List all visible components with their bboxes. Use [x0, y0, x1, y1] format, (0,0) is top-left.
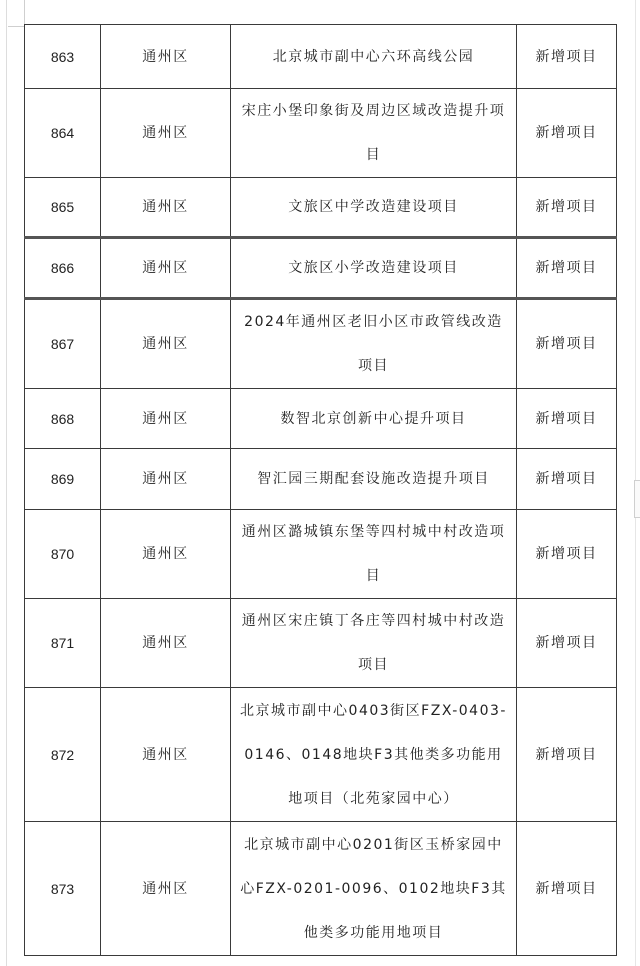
row-type: 新增项目: [517, 510, 617, 599]
row-type: 新增项目: [517, 89, 617, 178]
table-row: [25, 510, 617, 599]
row-number: 864: [25, 89, 101, 178]
row-type: 新增项目: [517, 449, 617, 510]
row-type: 新增项目: [517, 688, 617, 822]
table-row: [25, 25, 617, 89]
row-district: 通州区: [101, 299, 231, 389]
row-type: 新增项目: [517, 389, 617, 449]
row-project: 数智北京创新中心提升项目: [231, 389, 517, 449]
row-district: 通州区: [101, 25, 231, 89]
row-project: 文旅区小学改造建设项目: [231, 238, 517, 299]
project-table: [24, 24, 617, 956]
row-number: 866: [25, 238, 101, 299]
row-type: 新增项目: [517, 25, 617, 89]
table-row: [25, 178, 617, 238]
row-number: 872: [25, 688, 101, 822]
row-district: 通州区: [101, 89, 231, 178]
table-row: [25, 299, 617, 389]
table-row: [25, 89, 617, 178]
row-type: 新增项目: [517, 178, 617, 238]
row-number: 867: [25, 299, 101, 389]
row-number: 868: [25, 389, 101, 449]
row-district: 通州区: [101, 822, 231, 956]
row-district: 通州区: [101, 449, 231, 510]
row-project: 宋庄小堡印象街及周边区域改造提升项目: [231, 89, 517, 178]
row-project: 智汇园三期配套设施改造提升项目: [231, 449, 517, 510]
side-scroll-tab[interactable]: [634, 480, 640, 518]
row-project: 通州区宋庄镇丁各庄等四村城中村改造项目: [231, 599, 517, 688]
page-corner-mark: [8, 0, 25, 27]
row-project: 北京城市副中心0403街区FZX-0403-0146、0148地块F3其他类多功能用地项目（北苑家园中心）: [231, 688, 517, 822]
row-number: 871: [25, 599, 101, 688]
row-district: 通州区: [101, 688, 231, 822]
row-project: 通州区潞城镇东堡等四村城中村改造项目: [231, 510, 517, 599]
row-district: 通州区: [101, 510, 231, 599]
table-row: [25, 822, 617, 956]
row-number: 869: [25, 449, 101, 510]
table-row: [25, 688, 617, 822]
row-district: 通州区: [101, 599, 231, 688]
row-project: 2024年通州区老旧小区市政管线改造项目: [231, 299, 517, 389]
row-type: 新增项目: [517, 599, 617, 688]
row-type: 新增项目: [517, 238, 617, 299]
row-number: 873: [25, 822, 101, 956]
row-project: 文旅区中学改造建设项目: [231, 178, 517, 238]
table-row: [25, 238, 617, 299]
row-number: 863: [25, 25, 101, 89]
table-row: [25, 449, 617, 510]
row-number: 865: [25, 178, 101, 238]
page-edge-left: [6, 0, 7, 966]
row-project: 北京城市副中心0201街区玉桥家园中心FZX-0201-0096、0102地块F3其他类多功能用地项目: [231, 822, 517, 956]
row-district: 通州区: [101, 238, 231, 299]
row-project: 北京城市副中心六环高线公园: [231, 25, 517, 89]
row-district: 通州区: [101, 389, 231, 449]
row-number: 870: [25, 510, 101, 599]
row-type: 新增项目: [517, 299, 617, 389]
row-district: 通州区: [101, 178, 231, 238]
row-type: 新增项目: [517, 822, 617, 956]
table-row: [25, 389, 617, 449]
table-row: [25, 599, 617, 688]
